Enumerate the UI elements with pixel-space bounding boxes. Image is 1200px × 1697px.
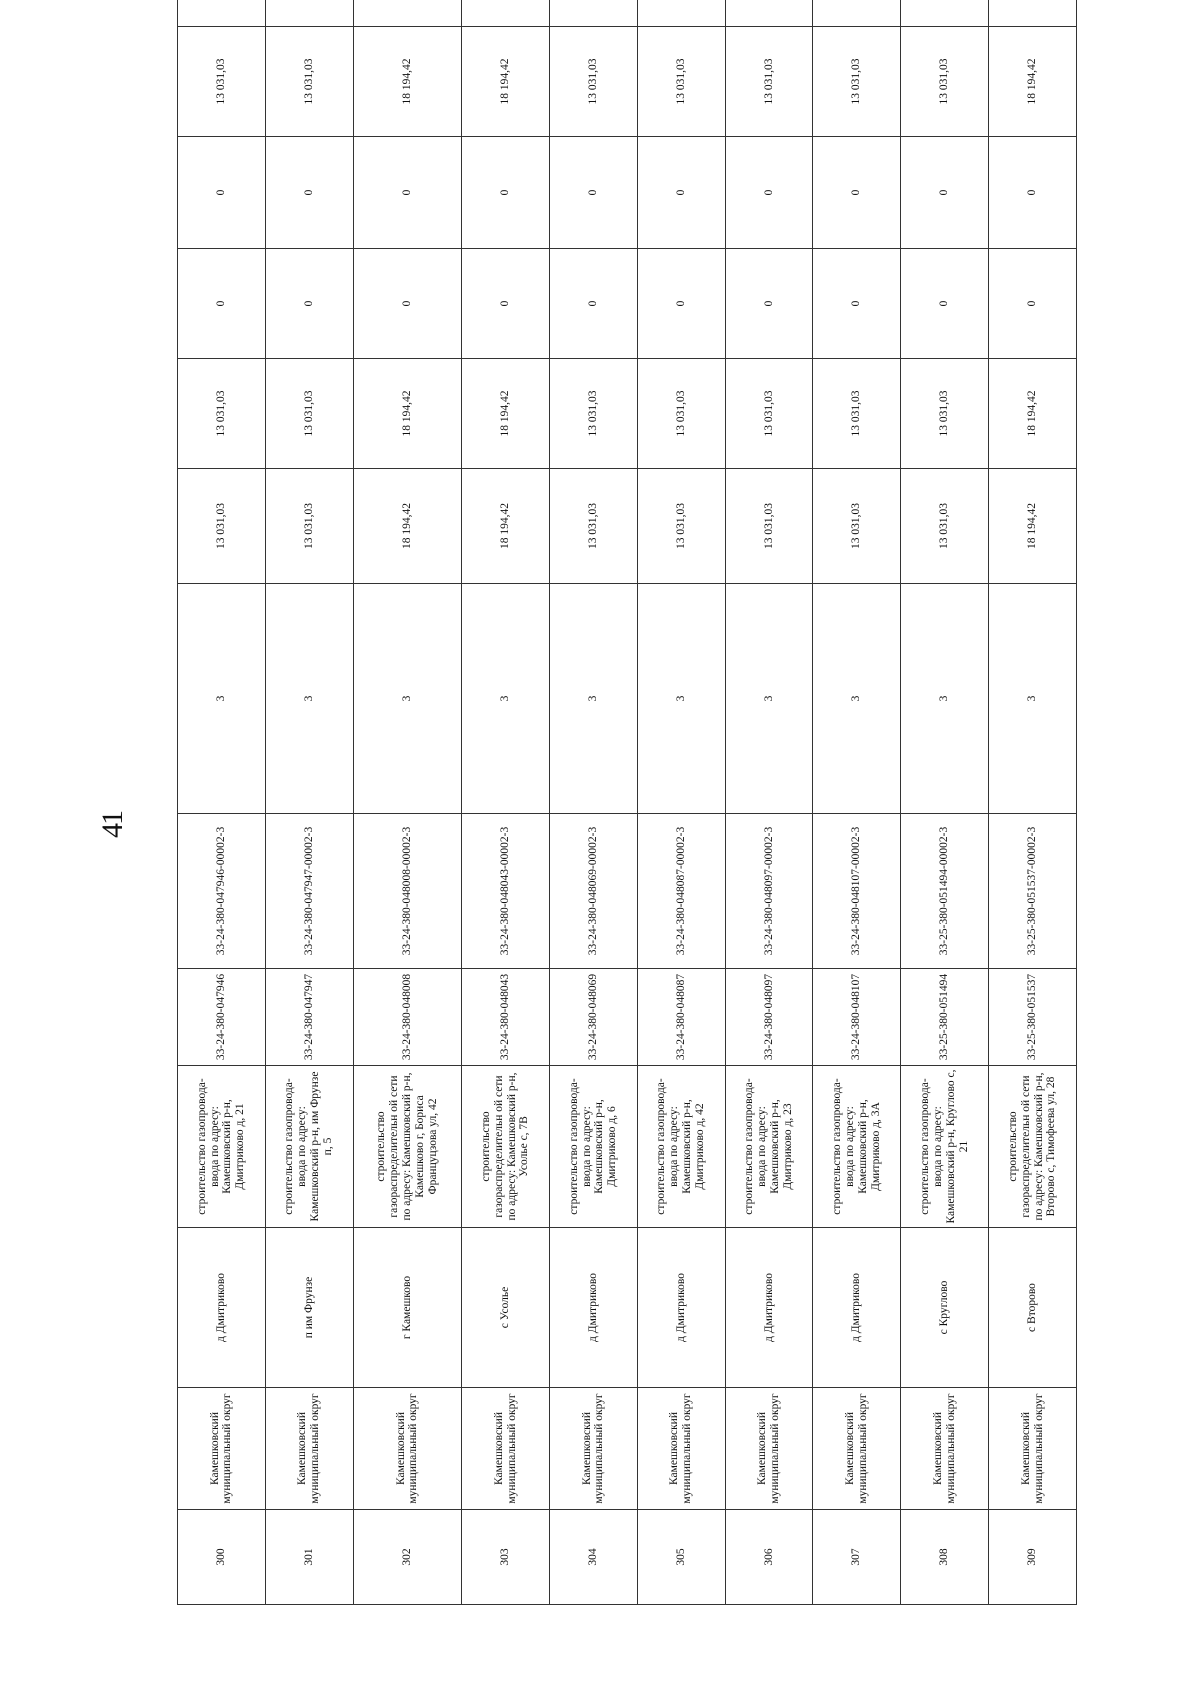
- application-code-cell: 33-24-380-048008: [353, 969, 462, 1066]
- table-body: [178, 0, 1077, 1605]
- value-cell: 0: [265, 137, 353, 249]
- table-row: [353, 0, 462, 1605]
- value-cell: 13 031,03: [178, 27, 266, 137]
- value-cell: 0: [813, 249, 901, 359]
- description-cell: строительство газопровода-ввода по адресу: Камешковский р-н, Дмитриково д, 42: [637, 1066, 725, 1228]
- value-cell: 13 031,03: [550, 27, 638, 137]
- district-cell: Камешковский муниципальный округ: [725, 1388, 813, 1510]
- value-cell: 13 031,03: [725, 469, 813, 584]
- row-number-cell: 302: [353, 1510, 462, 1605]
- locality-cell: д Дмитриково: [725, 1228, 813, 1388]
- application-code-cell: 33-24-380-048107: [813, 969, 901, 1066]
- value-cell: 13 031,03: [725, 359, 813, 469]
- locality-cell: с Усолье: [462, 1228, 550, 1388]
- value-cell: 0: [550, 137, 638, 249]
- district-cell: Камешковский муниципальный округ: [462, 1388, 550, 1510]
- value-cell: [989, 0, 1077, 27]
- locality-cell: д Дмитриково: [637, 1228, 725, 1388]
- row-number-cell: 309: [989, 1510, 1077, 1605]
- row-number-cell: 301: [265, 1510, 353, 1605]
- locality-cell: с Круглово: [901, 1228, 989, 1388]
- locality-cell: с Второво: [989, 1228, 1077, 1388]
- identifier-cell: 33-24-380-048069-00002-3: [550, 814, 638, 969]
- locality-cell: г Камешково: [353, 1228, 462, 1388]
- table-row: [178, 0, 266, 1605]
- district-cell: Камешковский муниципальный округ: [265, 1388, 353, 1510]
- value-cell: 0: [989, 137, 1077, 249]
- identifier-cell: 33-25-380-051494-00002-3: [901, 814, 989, 969]
- category-cell: 3: [637, 584, 725, 814]
- value-cell: 13 031,03: [265, 27, 353, 137]
- value-cell: 0: [353, 249, 462, 359]
- category-cell: 3: [901, 584, 989, 814]
- row-number-cell: 303: [462, 1510, 550, 1605]
- value-cell: 13 031,03: [178, 359, 266, 469]
- district-cell: Камешковский муниципальный округ: [989, 1388, 1077, 1510]
- description-cell: строительство газораспределительн ой сети по адресу: Камешковский р-н, Усолье с, 7В: [462, 1066, 550, 1228]
- table-row: [901, 0, 989, 1605]
- value-cell: [353, 0, 462, 27]
- district-cell: Камешковский муниципальный округ: [901, 1388, 989, 1510]
- district-cell: Камешковский муниципальный округ: [813, 1388, 901, 1510]
- value-cell: 0: [462, 249, 550, 359]
- identifier-cell: 33-24-380-047947-00002-3: [265, 814, 353, 969]
- description-cell: строительство газопровода-ввода по адресу: Камешковский р-н, Дмитриково д, 23: [725, 1066, 813, 1228]
- value-cell: 13 031,03: [901, 469, 989, 584]
- value-cell: 0: [725, 249, 813, 359]
- value-cell: 13 031,03: [637, 469, 725, 584]
- value-cell: 13 031,03: [725, 27, 813, 137]
- category-cell: 3: [178, 584, 266, 814]
- row-number-cell: 304: [550, 1510, 638, 1605]
- value-cell: 0: [353, 137, 462, 249]
- value-cell: [178, 0, 266, 27]
- value-cell: 0: [178, 249, 266, 359]
- value-cell: 18 194,42: [462, 359, 550, 469]
- register-table: [177, 0, 1077, 1605]
- description-cell: строительство газораспределительн ой сети по адресу: Камешковский р-н, Камешково г, Бориса Француцзова ул, 42: [353, 1066, 462, 1228]
- identifier-cell: 33-24-380-048043-00002-3: [462, 814, 550, 969]
- category-cell: 3: [353, 584, 462, 814]
- value-cell: 18 194,42: [989, 359, 1077, 469]
- table-row: [637, 0, 725, 1605]
- value-cell: 0: [637, 137, 725, 249]
- value-cell: 13 031,03: [637, 27, 725, 137]
- category-cell: 3: [550, 584, 638, 814]
- value-cell: 0: [901, 137, 989, 249]
- value-cell: 0: [178, 137, 266, 249]
- identifier-cell: 33-24-380-048087-00002-3: [637, 814, 725, 969]
- district-cell: Камешковский муниципальный округ: [637, 1388, 725, 1510]
- value-cell: 13 031,03: [550, 359, 638, 469]
- value-cell: 18 194,42: [462, 27, 550, 137]
- value-cell: 18 194,42: [353, 359, 462, 469]
- value-cell: 0: [265, 249, 353, 359]
- value-cell: 13 031,03: [813, 27, 901, 137]
- description-cell: строительство газопровода-ввода по адресу: Камешковский р-н, им Фрунзе п, 5: [265, 1066, 353, 1228]
- locality-cell: д Дмитриково: [813, 1228, 901, 1388]
- value-cell: 0: [550, 249, 638, 359]
- application-code-cell: 33-24-380-048087: [637, 969, 725, 1066]
- locality-cell: д Дмитриково: [550, 1228, 638, 1388]
- page-number: 41: [96, 812, 129, 838]
- value-cell: 0: [637, 249, 725, 359]
- value-cell: [265, 0, 353, 27]
- value-cell: 0: [901, 249, 989, 359]
- identifier-cell: 33-24-380-048008-00002-3: [353, 814, 462, 969]
- row-number-cell: 308: [901, 1510, 989, 1605]
- district-cell: Камешковский муниципальный округ: [178, 1388, 266, 1510]
- category-cell: 3: [265, 584, 353, 814]
- district-cell: Камешковский муниципальный округ: [353, 1388, 462, 1510]
- value-cell: 18 194,42: [353, 469, 462, 584]
- description-cell: строительство газопровода-ввода по адресу: Камешковский р-н, Дмитриково д, 3А: [813, 1066, 901, 1228]
- value-cell: 0: [989, 249, 1077, 359]
- identifier-cell: 33-25-380-051537-00002-3: [989, 814, 1077, 969]
- value-cell: 13 031,03: [265, 469, 353, 584]
- description-cell: строительство газопровода-ввода по адресу: Камешковский р-н, Дмитриково д, 21: [178, 1066, 266, 1228]
- value-cell: 18 194,42: [462, 469, 550, 584]
- value-cell: 18 194,42: [353, 27, 462, 137]
- value-cell: [725, 0, 813, 27]
- locality-cell: д Дмитриково: [178, 1228, 266, 1388]
- rotated-table-wrapper: [177, 58, 1077, 1605]
- description-cell: строительство газопровода-ввода по адресу: Камешковский р-н, Дмитриково д, 6: [550, 1066, 638, 1228]
- value-cell: 13 031,03: [901, 27, 989, 137]
- value-cell: [813, 0, 901, 27]
- category-cell: 3: [989, 584, 1077, 814]
- identifier-cell: 33-24-380-047946-00002-3: [178, 814, 266, 969]
- application-code-cell: 33-24-380-047946: [178, 969, 266, 1066]
- value-cell: 18 194,42: [989, 27, 1077, 137]
- category-cell: 3: [813, 584, 901, 814]
- application-code-cell: 33-24-380-048097: [725, 969, 813, 1066]
- value-cell: 18 194,42: [989, 469, 1077, 584]
- value-cell: [901, 0, 989, 27]
- locality-cell: п им Фрунзе: [265, 1228, 353, 1388]
- district-cell: Камешковский муниципальный округ: [550, 1388, 638, 1510]
- table-row: [550, 0, 638, 1605]
- category-cell: 3: [462, 584, 550, 814]
- value-cell: [637, 0, 725, 27]
- application-code-cell: 33-24-380-048069: [550, 969, 638, 1066]
- value-cell: 13 031,03: [178, 469, 266, 584]
- application-code-cell: 33-25-380-051537: [989, 969, 1077, 1066]
- row-number-cell: 306: [725, 1510, 813, 1605]
- description-cell: строительство газопровода-ввода по адресу: Камешковский р-н, Круглово с, 21: [901, 1066, 989, 1228]
- table-row: [462, 0, 550, 1605]
- value-cell: 13 031,03: [265, 359, 353, 469]
- row-number-cell: 305: [637, 1510, 725, 1605]
- description-cell: строительство газораспределительн ой сети по адресу: Камешковский р-н, Второво с, Тимофеева ул, 28: [989, 1066, 1077, 1228]
- application-code-cell: 33-24-380-047947: [265, 969, 353, 1066]
- application-code-cell: 33-24-380-048043: [462, 969, 550, 1066]
- identifier-cell: 33-24-380-048097-00002-3: [725, 814, 813, 969]
- value-cell: 13 031,03: [813, 359, 901, 469]
- value-cell: 0: [462, 137, 550, 249]
- value-cell: 0: [725, 137, 813, 249]
- value-cell: 0: [813, 137, 901, 249]
- value-cell: 13 031,03: [901, 359, 989, 469]
- table-row: [265, 0, 353, 1605]
- row-number-cell: 307: [813, 1510, 901, 1605]
- value-cell: [462, 0, 550, 27]
- value-cell: 13 031,03: [550, 469, 638, 584]
- table-row: [989, 0, 1077, 1605]
- table-row: [725, 0, 813, 1605]
- row-number-cell: 300: [178, 1510, 266, 1605]
- value-cell: [550, 0, 638, 27]
- table-row: [813, 0, 901, 1605]
- identifier-cell: 33-24-380-048107-00002-3: [813, 814, 901, 969]
- category-cell: 3: [725, 584, 813, 814]
- value-cell: 13 031,03: [813, 469, 901, 584]
- value-cell: 13 031,03: [637, 359, 725, 469]
- application-code-cell: 33-25-380-051494: [901, 969, 989, 1066]
